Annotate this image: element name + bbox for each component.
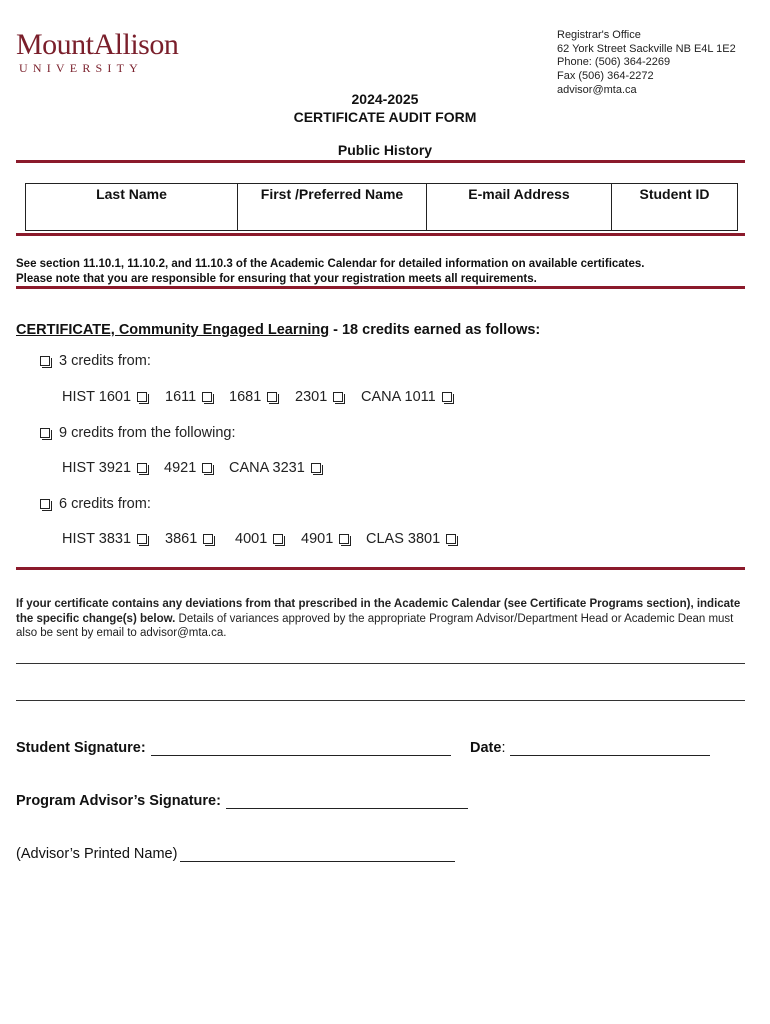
- office-address: 62 York Street Sackville NB E4L 1E2: [557, 42, 736, 55]
- student-signature-label: Student Signature:: [16, 740, 146, 756]
- date-label: Date: [470, 740, 502, 756]
- course-checkbox[interactable]: [339, 534, 349, 544]
- course-code: 4901: [301, 531, 334, 547]
- deviation-entry-line[interactable]: [16, 700, 745, 701]
- course-list: [62, 389, 452, 405]
- date-row: [470, 740, 710, 756]
- student-signature-field[interactable]: [151, 741, 451, 756]
- date-colon: :: [501, 740, 506, 756]
- column-header: Last Name: [96, 186, 167, 202]
- first-name-field[interactable]: [238, 184, 427, 230]
- note-line: See section 11.10.1, 11.10.2, and 11.10.3 of the Academic Calendar for detailed information on available certificates.: [16, 258, 645, 270]
- course-checkbox[interactable]: [202, 392, 212, 402]
- course-code: CANA 1011: [361, 389, 436, 405]
- advisor-printed-name-label: (Advisor’s Printed Name): [16, 846, 178, 862]
- course-code: HIST 1601: [62, 389, 132, 405]
- form-title: CERTIFICATE AUDIT FORM: [293, 109, 477, 125]
- requirement-row: [40, 353, 151, 369]
- university-logo: [16, 28, 178, 74]
- student-info-table: [25, 183, 738, 231]
- course-option: [366, 531, 456, 547]
- date-field[interactable]: [510, 741, 710, 756]
- requirement-checkbox[interactable]: [40, 428, 50, 438]
- course-option: [165, 531, 235, 547]
- divider-rule: [16, 567, 745, 570]
- deviation-entry-line[interactable]: [16, 663, 745, 664]
- course-checkbox[interactable]: [137, 392, 147, 402]
- calendar-note: [16, 257, 756, 287]
- course-option: [361, 389, 452, 405]
- office-fax: Fax (506) 364-2272: [557, 70, 654, 83]
- email-field[interactable]: [427, 184, 612, 230]
- certificate-credits: - 18 credits earned as follows:: [329, 322, 541, 338]
- course-code: CLAS 3801: [366, 531, 441, 547]
- course-option: [165, 389, 229, 405]
- course-option: [229, 389, 295, 405]
- deviation-instructions: [16, 597, 751, 641]
- office-name: Registrar's Office: [557, 29, 641, 41]
- note-line: Please note that you are responsible for ensuring that your registration meets all requirements.: [16, 273, 537, 285]
- course-checkbox[interactable]: [442, 392, 452, 402]
- program-name: Public History: [337, 142, 433, 158]
- registrar-contact: [557, 29, 736, 98]
- advisor-signature-row: [16, 793, 468, 809]
- course-code: 3861: [165, 531, 198, 547]
- course-checkbox[interactable]: [203, 534, 213, 544]
- divider-rule: [16, 286, 745, 289]
- course-code: 4921: [164, 460, 197, 476]
- course-checkbox[interactable]: [137, 463, 147, 473]
- student-signature-row: [16, 740, 451, 756]
- requirement-label: 3 credits from:: [59, 353, 151, 369]
- course-list: [62, 460, 321, 476]
- office-email: advisor@mta.ca: [557, 83, 637, 96]
- deviation-normal-text: Details of variances approved by the appropriate Program Advisor/Department Head or Academic Dean must also be sent by email to advisor@mta.ca.: [16, 612, 734, 639]
- divider-rule: [16, 233, 745, 236]
- course-option: [295, 389, 361, 405]
- course-checkbox[interactable]: [333, 392, 343, 402]
- form-title-block: [0, 90, 770, 126]
- advisor-signature-label: Program Advisor’s Signature:: [16, 793, 221, 809]
- course-option: [164, 460, 229, 476]
- requirement-checkbox[interactable]: [40, 499, 50, 509]
- course-checkbox[interactable]: [446, 534, 456, 544]
- course-code: HIST 3831: [62, 531, 132, 547]
- course-code: CANA 3231: [229, 460, 305, 476]
- column-header: Student ID: [639, 186, 710, 202]
- course-option: [229, 460, 321, 476]
- course-code: 1681: [229, 389, 262, 405]
- course-option: [235, 531, 301, 547]
- advisor-printed-name-field[interactable]: [180, 847, 455, 862]
- requirement-label: 9 credits from the following:: [59, 425, 236, 441]
- advisor-signature-field[interactable]: [226, 794, 468, 809]
- office-phone: Phone: (506) 364-2269: [557, 56, 671, 69]
- course-checkbox[interactable]: [137, 534, 147, 544]
- requirement-checkbox[interactable]: [40, 356, 50, 366]
- deviation-bold-text: If your certificate contains any deviations from that prescribed in the Academic Calendar (see Certificate Programs section), indicate the specific change(s) below.: [16, 598, 741, 625]
- course-checkbox[interactable]: [267, 392, 277, 402]
- requirement-row: [40, 496, 151, 512]
- certificate-heading: [16, 322, 540, 338]
- certificate-name: CERTIFICATE, Community Engaged Learning: [16, 322, 330, 338]
- last-name-field[interactable]: [26, 184, 238, 230]
- course-code: 2301: [295, 389, 328, 405]
- course-option: [62, 531, 165, 547]
- course-checkbox[interactable]: [311, 463, 321, 473]
- course-option: [301, 531, 366, 547]
- course-code: HIST 3921: [62, 460, 132, 476]
- logo-subtitle: UNIVERSITY: [19, 61, 143, 75]
- column-header: E-mail Address: [468, 186, 570, 202]
- course-option: [62, 460, 164, 476]
- column-header: First /Preferred Name: [260, 186, 404, 202]
- advisor-printed-name-row: [16, 846, 455, 862]
- requirement-row: [40, 425, 236, 441]
- course-code: 1611: [165, 389, 197, 405]
- course-checkbox[interactable]: [273, 534, 283, 544]
- academic-year: 2024-2025: [351, 91, 419, 107]
- requirement-label: 6 credits from:: [59, 496, 151, 512]
- course-checkbox[interactable]: [202, 463, 212, 473]
- course-list: [62, 531, 456, 547]
- logo-wordmark: MountAllison: [16, 28, 179, 61]
- divider-rule: [16, 160, 745, 163]
- student-id-field[interactable]: [612, 184, 737, 230]
- course-option: [62, 389, 165, 405]
- course-code: 4001: [235, 531, 268, 547]
